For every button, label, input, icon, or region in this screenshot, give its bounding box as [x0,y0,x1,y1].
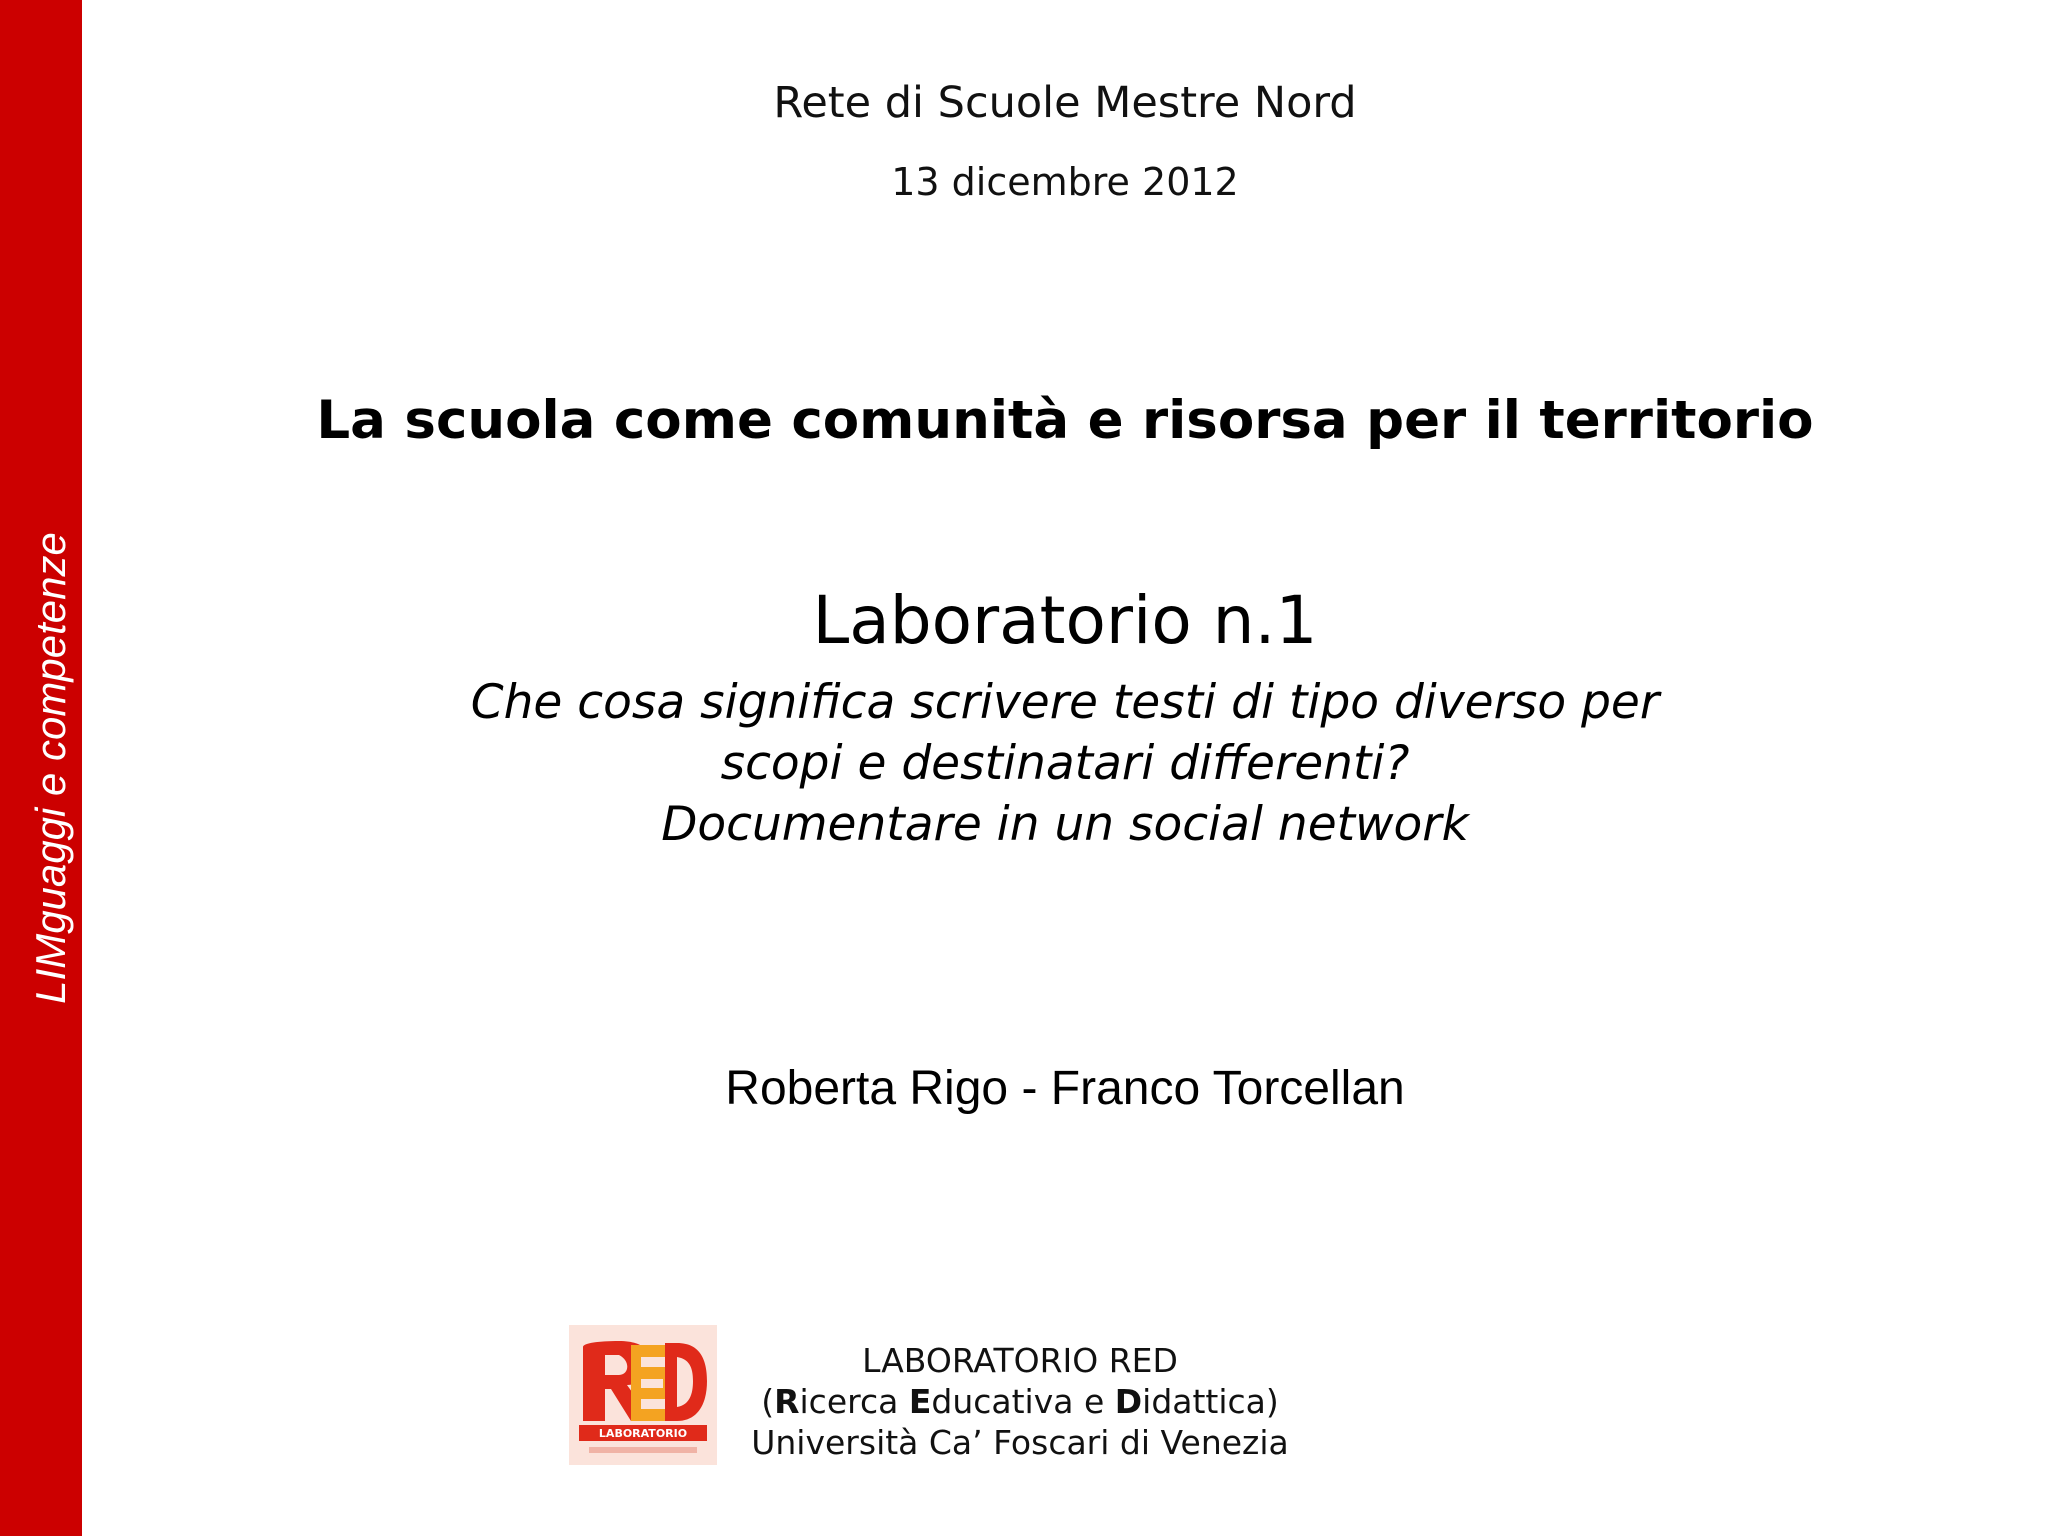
initial-r: R [774,1382,800,1421]
lab-title: Laboratorio n.1 [812,582,1318,659]
affiliation-description [700,1381,1340,1422]
affiliation-name: LABORATORIO RED [862,1341,1178,1380]
side-bar-text: LIMguaggi e competenze [27,532,74,1004]
subtitle-line: Documentare in un social network [661,797,1469,852]
paren-text: ( [761,1382,775,1421]
red-logo-icon [569,1325,717,1465]
main-title: La scuola come comunità e risorsa per il territorio [316,390,1814,451]
affiliation [700,1340,1340,1463]
organization-name: Rete di Scuole Mestre Nord [773,78,1357,128]
word-rest: idattica) [1142,1382,1279,1421]
red-laboratory-logo [569,1325,717,1465]
word-rest: icerca [799,1382,909,1421]
initial-d: D [1114,1382,1143,1421]
subtitle-line: scopi e destinatari differenti? [720,736,1410,791]
affiliation-university: Università Ca’ Foscari di Venezia [751,1423,1289,1462]
initial-e: E [908,1382,932,1421]
event-date: 13 dicembre 2012 [891,160,1239,204]
word-rest: ducativa e [931,1382,1115,1421]
logo-text: LABORATORIO [598,1427,688,1440]
subtitle-line: Che cosa significa scrivere testi di tipo diverso per [470,675,1660,730]
side-bar [0,0,82,1536]
subtitle [82,672,2048,855]
authors: Roberta Rigo - Franco Torcellan [725,1062,1405,1115]
